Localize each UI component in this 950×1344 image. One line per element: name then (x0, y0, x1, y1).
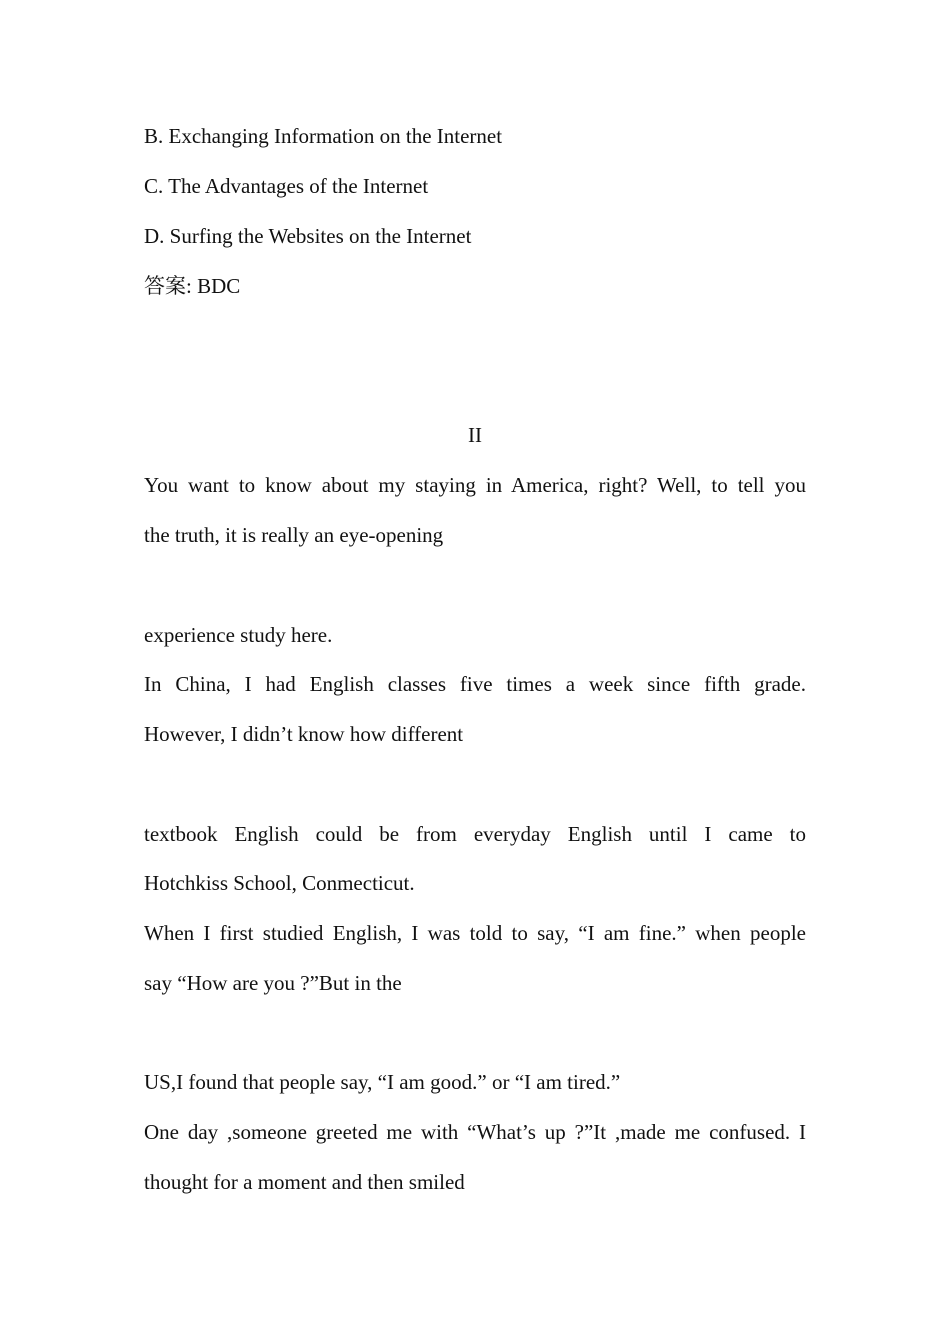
passage-line: textbook English could be from everyday English until I came to (144, 822, 806, 846)
option-c: C. The Advantages of the Internet (144, 174, 429, 198)
passage-line: Hotchkiss School, Conmecticut. (144, 871, 415, 895)
option-b: B. Exchanging Information on the Internet (144, 124, 503, 148)
option-d: D. Surfing the Websites on the Internet (144, 224, 472, 248)
passage-line: One day ,someone greeted me with “What’s up ?”It ,made me confused. I (144, 1120, 806, 1144)
passage-line: When I first studied English, I was told to say, “I am fine.” when people (144, 921, 806, 945)
passage-line: experience study here. (144, 623, 333, 647)
passage-line: the truth, it is really an eye-opening (144, 523, 444, 547)
passage-line: US,I found that people say, “I am good.” or “I am tired.” (144, 1070, 621, 1094)
passage-line: say “How are you ?”But in the (144, 971, 402, 995)
answer-line: 答案: BDC (144, 274, 241, 298)
passage-line: thought for a moment and then smiled (144, 1170, 465, 1194)
passage-line: You want to know about my staying in America, right? Well, to tell you (144, 473, 806, 497)
section-heading: II (468, 423, 482, 447)
passage-line: However, I didn’t know how different (144, 722, 464, 746)
passage-line: In China, I had English classes five times a week since fifth grade. (144, 672, 806, 696)
